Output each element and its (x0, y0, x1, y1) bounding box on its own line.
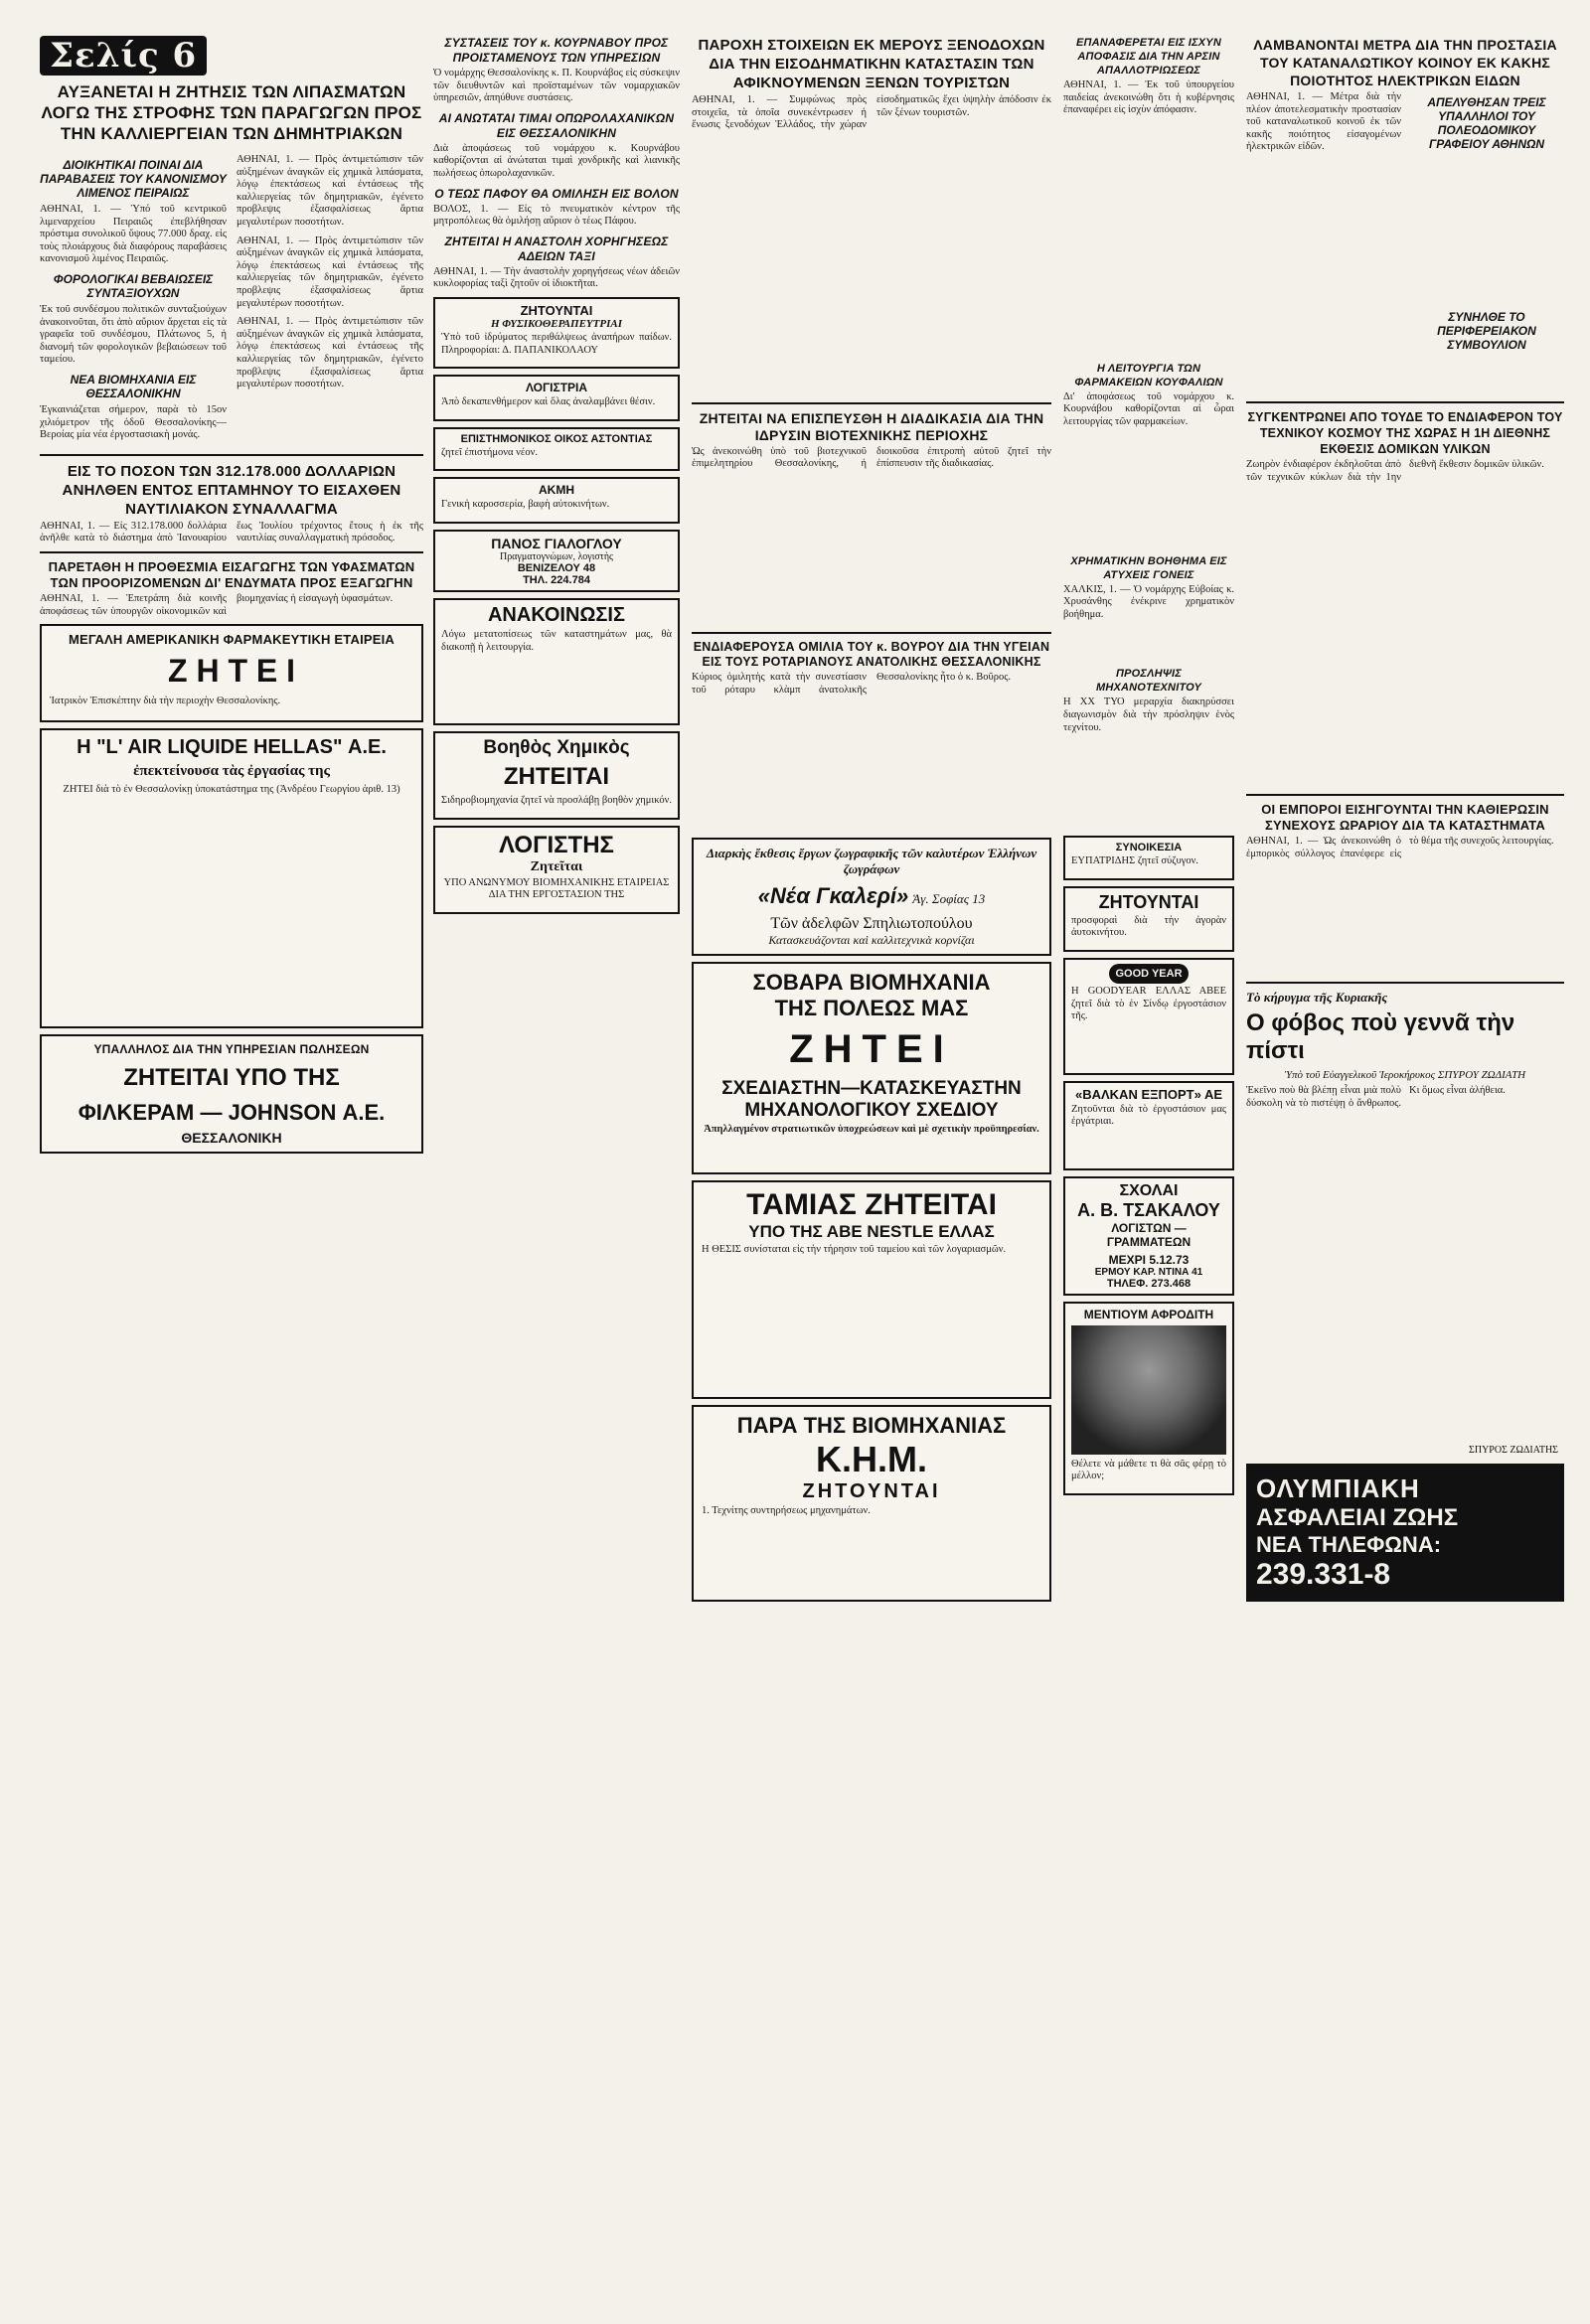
ad-nestle (692, 1180, 1051, 1400)
ad-designer-l3: ΣΧΕΔΙΑΣΤΗΝ—ΚΑΤΑΣΚΕΥΑΣΤΗΝ (721, 1078, 1022, 1100)
article-merchants: ΑΘΗΝΑΙ, 1. — Ὡς ἀνεκοινώθη ὁ ἐμπορικὸς σύλλογος ἐπανέφερε εἰς τὸ θέμα τῆς συνεχοῦς λειτουργίας. (1246, 836, 1554, 859)
ad-gallery (692, 838, 1051, 956)
newspaper-page (40, 36, 1564, 2301)
headline-paphos: Ο ΤΕΩΣ ΠΑΦΟΥ ΘΑ ΟΜΙΛΗΣΗ ΕΙΣ ΒΟΛΟΝ (434, 186, 679, 201)
headline-shipping: ΕΙΣ ΤΟ ΠΟΣΟΝ ΤΩΝ 312.178.000 ΔΟΛΛΑΡΙΩΝ ΑΝΗΛΘΕΝ ΕΝΤΟΣ ΕΠΤΑΜΗΝΟΥ ΤΟ ΕΙΣΑΧΘΕΝ ΝΑΥΤΙΛΙΑΚΟΝ ΣΥΝΑΛΛΑΓΜΑ (62, 462, 401, 518)
ad-goodyear-text: Η GOODYEAR ΕΛΛΑΣ ΑΒΕΕ ζητεῖ διὰ τὸ ἐν Σίνδῳ ἐργοστάσιον τῆς. (1071, 985, 1226, 1022)
ad-designer (692, 962, 1051, 1174)
ad-medium-head: ΜΕΝΤΙΟΥΜ ΑΦΡΟΔΙΤΗ (1083, 1307, 1214, 1321)
ad-khm-text: 1. Τεχνίτης συντηρήσεως μηχανημάτων. (702, 1505, 871, 1517)
ad-gallery-name: «Νέα Γκαλερί» (757, 883, 909, 909)
ad-marriage-head: ΣΥΝΟΙΚΕΣΙΑ (1115, 842, 1183, 854)
ad-gallery-addr: Ἁγ. Σοφίας 13 (912, 891, 986, 907)
ad-marriage-text: ΕΥΠΑΤΡΙΔΗΣ ζητεῖ σύζυγον. (1071, 855, 1199, 867)
sermon-kicker: Τὸ κήρυγμα τῆς Κυριακῆς (1246, 990, 1388, 1006)
ad-gialoglou (433, 530, 680, 592)
ad-khm-big: Κ.Η.Μ. (816, 1439, 927, 1480)
headline-taxi: ΖΗΤΕΙΤΑΙ Η ΑΝΑΣΤΟΛΗ ΧΟΡΗΓΗΣΕΩΣ ΑΔΕΙΩΝ ΤΑΞΙ (444, 233, 669, 263)
ad-air-liquide (40, 728, 423, 1029)
ad-designer-text: Ἀπηλλαγμένον στρατιωτικῶν ὑποχρεώσεων καὶ μὲ σχετικὴν προϋπηρεσίαν. (704, 1124, 1039, 1136)
article-port-penalties: ΑΘΗΝΑΙ, 1. — Ὑπό τοῦ κεντρικοῦ λιμεναρχείου Πειραιῶς ἐπεβλήθησαν πρόστιμα συνολικοῦ ὕψους 77.000 δραχ. εἰς τοὺς πλοιάρχους διὰ διαφόρους παραβάσεις κανονισμοῦ λιμένος Πειραιῶς. (40, 204, 227, 265)
ad-car-text: προσφοραὶ διὰ τὴν ἀγορὰν ἀυτοκινήτου. (1071, 914, 1226, 939)
ad-announcement-text: Λόγω μετατοπίσεως τῶν καταστημάτων μας, θὰ διακοπῇ ἡ λειτουργία. (441, 628, 672, 653)
subhead-dismissed: ΑΠΕΛΥΘΗΣΑΝ ΤΡΕΙΣ ΥΠΑΛΛΗΛΟΙ ΤΟΥ ΠΟΛΕΟΔΟΜΙΚΟΥ ΓΡΑΦΕΙΟΥ ΑΘΗΝΩΝ (1427, 95, 1546, 151)
sermon-signature: ΣΠΥΡΟΣ ΖΩΔΙΑΤΗΣ (1469, 1444, 1558, 1456)
headline-prices: ΑΙ ΑΝΩΤΑΤΑΙ ΤΙΜΑΙ ΟΠΩΡΟΛΑΧΑΝΙΚΩΝ ΕΙΣ ΘΕΣΣΑΛΟΝΙΚΗΝ (438, 110, 675, 140)
sermon-text: Ἐκεῖνο ποὺ θὰ βλέπῃ εἶναι μιὰ πολὺ δύσκολη νὰ τὸ πιστέψῃ ὁ ἄνθρωπος. Κι ὅμως εἶναι ἀλήθεια. (1246, 1085, 1506, 1109)
ad-tsakalou-phone: ΤΗΛΕΦ. 273.468 (1106, 1277, 1192, 1290)
ad-filkeram-big: ΖΗΤΕΙΤΑΙ ΥΠΟ ΤΗΣ (123, 1064, 340, 1092)
subhead-new-industry: ΝΕΑ ΒΙΟΜΗΧΑΝΙΑ ΕΙΣ ΘΕΣΣΑΛΟΝΙΚΗΝ (70, 372, 197, 400)
olympic-l2: ΑΣΦΑΛΕΙΑΙ ΖΩΗΣ (1256, 1503, 1459, 1531)
article-mechanic: Η ΧΧ ΤΥΟ μεραρχία διακηρύσσει διαγωνισμὸν διὰ τὴν πρόσληψιν ἑνὸς τεχνίτου. (1063, 697, 1234, 733)
ad-tsakalou (1063, 1176, 1234, 1296)
ad-pharma-text: Ἰατρικὸν Ἐπισκέπτην διὰ τὴν περιοχὴν Θεσσαλονίκης. (50, 696, 281, 707)
ad-accountant-f-text: Ἀπὸ δεκαπενθήμερον καὶ ὄλας ἀναλαμβάνει θέσιν. (441, 396, 656, 408)
headline-crafts: ΖΗΤΕΙΤΑΙ ΝΑ ΕΠΙΣΠΕΥΣΘΗ Η ΔΙΑΔΙΚΑΣΙΑ ΔΙΑ ΤΗΝ ΙΔΡΥΣΙΝ ΒΙΟΤΕΧΝΙΚΗΣ ΠΕΡΙΟΧΗΣ (699, 409, 1044, 443)
ad-chemist (433, 731, 680, 820)
article-rotary: Κύριος ὁμιλητὴς κατὰ τὴν συνεστίασιν τοῦ ρόταρυ κλὰμπ ἀνατολικῆς Θεσσαλονίκης ἦτο ὁ κ. Βοῦρος. (692, 671, 1012, 696)
headline-building-expo: ΣΥΓΚΕΝΤΡΩΝΕΙ ΑΠΟ ΤΟΥΔΕ ΤΟ ΕΝΔΙΑΦΕΡΟΝ ΤΟΥ ΤΕΧΝΙΚΟΥ ΚΟΣΜΟΥ ΤΗΣ ΧΩΡΑΣ Η 1Η ΔΙΕΘΝΗΣ ΕΚΘΕΣΙΣ ΔΟΜΙΚΩΝ ΥΛΙΚΩΝ (1247, 410, 1563, 456)
olympic-phone: 239.331-8 (1256, 1557, 1391, 1591)
article-fabrics: ΑΘΗΝΑΙ, 1. — Ἐπετράπη διὰ κοινῆς ἀποφάσεως τῶν ὑπουργῶν οἰκονομικῶν καὶ βιομηχανίας ἡ εἰσαγωγὴ ὑφασμάτων. (40, 592, 394, 617)
ad-khm (692, 1405, 1051, 1602)
ad-accountant-f-head: ΛΟΓΙΣΤΡΙΑ (525, 381, 588, 395)
ad-nestle-big: ΤΑΜΙΑΣ ΖΗΤΕΙΤΑΙ (746, 1187, 997, 1221)
ad-gialoglou-name: ΠΑΝΟΣ ΓΙΑΛΟΓΛΟΥ (491, 535, 622, 551)
article-shipping: ΑΘΗΝΑΙ, 1. — Εἰς 312.178.000 δολλάρια ἀνῆλθε κατὰ τὸ διάστημα ἀπὸ Ἰανουαρίου ἕως Ἰουλίου τρέχοντος ἔτους ἡ ἐκ τῆς ναυτιλίας συναλλαγματικὴ πρόσοδος. (40, 520, 423, 544)
ad-balkan-head: «ΒΑΛΚΑΝ ΕΞΠΟΡΤ» ΑΕ (1074, 1086, 1223, 1102)
ad-designer-l4: ΜΗΧΑΝΟΛΟΓΙΚΟΥ ΣΧΕΔΙΟΥ (744, 1100, 999, 1122)
column-1 (40, 36, 423, 2301)
headline-fertilizer: ΑΥΞΑΝΕΤΑΙ Η ΖΗΤΗΣΙΣ ΤΩΝ ΛΙΠΑΣΜΑΤΩΝ ΛΟΓΩ ΤΗΣ ΣΤΡΟΦΗΣ ΤΩΝ ΠΑΡΑΓΩΓΩΝ ΠΡΟΣ ΤΗΝ ΚΑΛΛΙΕΡΓΕΙΑΝ ΤΩΝ ΔΗΜΗΤΡΙΑΚΩΝ (41, 82, 422, 143)
article-kournavos: Ὁ νομάρχης Θεσσαλονίκης κ. Π. Κουρνάβος εἰς σύσκεψιν τῶν διευθυντῶν καὶ προϊσταμένων τῶν νομαρχιακῶν ὑπηρεσιῶν, ἀπηύθυνε συστάσεις. (433, 68, 680, 104)
ad-pharma-big: Ζ Η Τ Ε Ι (168, 653, 295, 690)
article-expropriation: ΑΘΗΝΑΙ, 1. — Ἐκ τοῦ ὑπουργείου παιδείας ἀνεκοινώθη ὅτι ἡ κυβέρνησις ἐπαναφέρει εἰς ἰσχὺν ἀπόφασιν. (1063, 79, 1234, 116)
ad-physio-sub: Η ΦΥΣΙΚΟΘΕΡΑΠΕΥΤΡΙΑΙ (491, 317, 622, 330)
headline-parents: ΧΡΗΜΑΤΙΚΗΝ ΒΟΗΘΗΜΑ ΕΙΣ ΑΤΥΧΕΙΣ ΓΟΝΕΙΣ (1070, 554, 1227, 581)
ad-accountant-f (433, 375, 680, 421)
article-electrical: ΑΘΗΝΑΙ, 1. — Μέτρα διὰ τὴν πλέον ἀποτελεσματικὴν προστασίαν τοῦ καταναλωτικοῦ κοινοῦ ἐκ τῶν κακῆς ποιότητος εἰσαγομένων ἠλεκτρικῶν εἰδῶν. (1246, 91, 1401, 153)
ad-gallery-brothers: Τῶν ἀδελφῶν Σπηλιωτοπούλου (770, 915, 973, 933)
goodyear-logo: GOOD YEAR (1109, 964, 1188, 984)
ad-marriage (1063, 836, 1234, 880)
ad-air-liquide-head: Η "L' AIR LIQUIDE HELLAS" Α.Ε. (77, 735, 387, 758)
ad-car (1063, 886, 1234, 952)
ad-designer-l2: ΤΗΣ ΠΟΛΕΩΣ ΜΑΣ (774, 996, 969, 1021)
subhead-council: ΣΥΝΗΛΘΕ ΤΟ ΠΕΡΙΦΕΡΕΙΑΚΟΝ ΣΥΜΒΟΥΛΙΟΝ (1437, 310, 1536, 352)
olympic-l3: ΝΕΑ ΤΗΛΕΦΩΝΑ: (1256, 1531, 1442, 1557)
headline-kournavos: ΣΥΣΤΑΣΕΙΣ ΤΟΥ κ. ΚΟΥΡΝΑΒΟΥ ΠΡΟΣ ΠΡΟΙΣΤΑΜΕΝΟΥΣ ΤΩΝ ΥΠΗΡΕΣΙΩΝ (444, 36, 669, 65)
ad-accountant-head: ΛΟΓΙΣΤΗΣ (499, 831, 614, 858)
ad-goodyear (1063, 958, 1234, 1075)
ad-akmi-text: Γενικὴ καροσσερία, βαφὴ αὐτοκινήτων. (441, 499, 610, 511)
ad-physio-text: Ὑπὸ τοῦ ἰδρύματος περιθάλψεως ἀναπήρων παίδων. Πληροφορίαι: Δ. ΠΑΠΑΝΙΚΟΛΑΟΥ (441, 331, 672, 356)
ad-olympic (1246, 1464, 1564, 1602)
headline-pharmacies: Η ΛΕΙΤΟΥΡΓΙΑ ΤΩΝ ΦΑΡΜΑΚΕΙΩΝ ΚΟΥΦΑΛΙΩΝ (1074, 362, 1223, 388)
ad-physio-head: ΖΗΤΟΥΝΤΑΙ (520, 302, 593, 318)
ad-dental-head: ΕΠΙΣΤΗΜΟΝΙΚΟΣ ΟΙΚΟΣ ΑΣΤΟΝΤΙΑΣ (460, 432, 653, 445)
ad-chemist-text: Σιδηροβιομηχανία ζητεῖ νὰ προσλάβῃ βοηθὸν χημικόν. (441, 795, 672, 807)
ad-car-head: ΖΗΤΟΥΝΤΑΙ (1098, 891, 1199, 912)
column-2 (433, 36, 680, 2301)
ad-pharma-head: ΜΕΓΑΛΗ ΑΜΕΡΙΚΑΝΙΚΗ ΦΑΡΜΑΚΕΥΤΙΚΗ ΕΤΑΙΡΕΙΑ (68, 632, 396, 648)
ad-akmi (433, 477, 680, 524)
ad-announcement (433, 598, 680, 725)
sermon-byline: Ὑπὸ τοῦ Εὐαγγελικοῦ Ἱεροκήρυκος ΣΠΥΡΟΥ ΖΩΔΙΑΤΗ (1284, 1069, 1526, 1082)
article-fertilizer-cont2: ΑΘΗΝΑΙ, 1. — Πρὸς ἀντιμετώπισιν τῶν αὐξημένων ἀναγκῶν εἰς χημικὰ λιπάσματα, λόγῳ ἐπεκτάσεως καὶ ἐντάσεως τῆς καλλιεργείας τῶν δημητριακῶν, ἐγένετο προβλεψις ἐξασφαλίσεως ἄρτια μεγαλυτέρων ποσοτήτων. (237, 316, 423, 390)
ad-khm-l1: ΠΑΡΑ ΤΗΣ ΒΙΟΜΗΧΑΝΙΑΣ (736, 1413, 1007, 1439)
headline-merchants: ΟΙ ΕΜΠΟΡΟΙ ΕΙΣΗΓΟΥΝΤΑΙ ΤΗΝ ΚΑΘΙΕΡΩΣΙΝ ΣΥΝΕΧΟΥΣ ΩΡΑΡΙΟΥ ΔΙΑ ΤΑ ΚΑΤΑΣΤΗΜΑΤΑ (1261, 802, 1549, 834)
subhead-tax-certificates: ΦΟΡΟΛΟΓΙΚΑΙ ΒΕΒΑΙΩΣΕΙΣ ΣΥΝΤΑΞΙΟΥΧΩΝ (53, 271, 214, 300)
ad-chemist-big: ΖΗΤΕΙΤΑΙ (503, 763, 610, 791)
medium-portrait (1071, 1325, 1226, 1455)
ad-gallery-frames: Κατασκευάζονται καὶ καλλιτεχνικὰ κορνίζαι (768, 933, 975, 948)
ad-filkeram-big2: ΦΙΛΚΕΡΑΜ — JOHNSON Α.Ε. (78, 1100, 386, 1126)
article-paphos: ΒΟΛΟΣ, 1. — Εἰς τὸ πνευματικὸν κέντρον τῆς μητροπόλεως θὰ ὁμιλήσῃ αὔριον ὁ τέως Πάφου. (433, 203, 680, 228)
ad-gialoglou-phone: ΤΗΛ. 224.784 (523, 573, 590, 586)
ad-gallery-line: Διαρκὴς ἔκθεσις ἔργων ζωγραφικῆς τῶν καλυτέρων Ἑλλήνων ζωγράφων (706, 846, 1037, 877)
ad-dental (433, 427, 680, 472)
ad-medium (1063, 1302, 1234, 1495)
ad-gialoglou-addr: ΒΕΝΙΖΕΛΟΥ 48 (517, 561, 596, 574)
ad-tsakalou-big: Α. Β. ΤΣΑΚΑΛΟΥ (1077, 1199, 1220, 1220)
ad-filkeram-city: ΘΕΣΣΑΛΟΝΙΚΗ (181, 1130, 282, 1147)
ad-tsakalou-date: ΜΕΧΡΙ 5.12.73 (1108, 1252, 1190, 1267)
ad-filkeram (40, 1034, 423, 1154)
ad-gialoglou-line: Πραγματογνώμων, λογιστὴς (499, 550, 614, 562)
ad-tsakalou-sub: ΛΟΓΙΣΤΩΝ — ΓΡΑΜΜΑΤΕΩΝ (1106, 1220, 1192, 1249)
ad-balkan (1063, 1081, 1234, 1170)
column-5 (1246, 36, 1564, 2301)
olympic-l1: ΟΛΥΜΠΙΑΚΗ (1256, 1472, 1420, 1503)
headline-expropriation: ΕΠΑΝΑΦΕΡΕΤΑΙ ΕΙΣ ΙΣΧΥΝ ΑΠΟΦΑΣΙΣ ΔΙΑ ΤΗΝ ΑΡΣΙΝ ΑΠΑΛΛΟΤΡΙΩΣΕΩΣ (1076, 37, 1221, 77)
ad-medium-text: Θέλετε νὰ μάθετε τι θὰ σᾶς φέρῃ τὸ μέλλον; (1071, 1458, 1226, 1482)
headline-mechanic: ΠΡΟΣΛΗΨΙΣ ΜΗΧΑΝΟΤΕΧΝΙΤΟΥ (1095, 668, 1202, 695)
article-hoteliers-cont (692, 138, 1051, 396)
headline-hoteliers: ΠΑΡΟΧΗ ΣΤΟΙΧΕΙΩΝ ΕΚ ΜΕΡΟΥΣ ΞΕΝΟΔΟΧΩΝ ΔΙΑ ΤΗΝ ΕΙΣΟΔΗΜΑΤΙΚΗΝ ΚΑΤΑΣΤΑΣΙΝ ΤΩΝ ΑΦΙΚΝΟΥΜΕΝΩΝ ΞΕΝΩΝ ΤΟΥΡΙΣΤΩΝ (698, 37, 1045, 91)
headline-electrical: ΛΑΜΒΑΝΟΝΤΑΙ ΜΕΤΡΑ ΔΙΑ ΤΗΝ ΠΡΟΣΤΑΣΙΑ ΤΟΥ ΚΑΤΑΝΑΛΩΤΙΚΟΥ ΚΟΙΝΟΥ ΕΚ ΚΑΚΗΣ ΠΟΙΟΤΗΤΟΣ ΗΛΕΚΤΡΙΚΩΝ ΕΙΔΩΝ (1253, 37, 1557, 88)
article-parents: ΧΑΛΚΙΣ, 1. — Ὁ νομάρχης Εὐβοίας κ. Χρυσάνθης ἐνέκρινε χρηματικὸν βοήθημα. (1063, 583, 1234, 620)
ad-air-liquide-sub: ἐπεκτείνουσα τὰς ἐργασίας της (133, 762, 330, 779)
ad-air-liquide-text: ΖΗΤΕΙ διὰ τὸ ἐν Θεσσαλονίκῃ ὑποκατάστημα της (Ἀνδρέου Γεωργίου ἀριθ. 13) (63, 783, 400, 795)
ad-accountant-sub: Ζητεῖται (530, 858, 583, 874)
article-building-expo: Ζωηρὸν ἐνδιαφέρον ἐκδηλοῦται ἀπὸ τῶν τεχνικῶν κύκλων διὰ τὴν 1ην διεθνῆ ἔκθεσιν δομικῶν ὑλικῶν. (1246, 459, 1544, 483)
ad-nestle-text: Η ΘΕΣΙΣ συνίσταται εἰς τὴν τήρησιν τοῦ ταμείου καὶ τῶν λογαριασμῶν. (702, 1243, 1007, 1255)
ad-pharma (40, 624, 423, 722)
ad-nestle-sub: ΥΠΟ ΤΗΣ ΑΒΕ NESTLE ΕΛΛΑΣ (748, 1221, 995, 1241)
sermon-title: Ο φόβος ποὺ γεννᾶ τὴν πίστι (1246, 1009, 1515, 1065)
ad-tsakalou-addr: ΕΡΜΟΥ ΚΑΡ. ΝΤΙΝΑ 41 (1094, 1266, 1203, 1278)
ad-physio (433, 297, 680, 369)
headline-rotary: ΕΝΔΙΑΦΕΡΟΥΣΑ ΟΜΙΛΙΑ ΤΟΥ κ. ΒΟΥΡΟΥ ΔΙΑ ΤΗΝ ΥΓΕΙΑΝ ΕΙΣ ΤΟΥΣ ΡΟΤΑΡΙΑΝΟΥΣ ΑΝΑΤΟΛΙΚΗΣ ΘΕΣΣΑΛΟΝΙΚΗΣ (693, 639, 1050, 669)
headline-fabrics: ΠΑΡΕΤΑΘΗ Η ΠΡΟΘΕΣΜΙΑ ΕΙΣΑΓΩΓΗΣ ΤΩΝ ΥΦΑΣΜΑΤΩΝ ΤΩΝ ΠΡΟΟΡΙΖΟΜΕΝΩΝ ΔΙ' ΕΝΔΥΜΑΤΑ ΠΡΟΣ ΕΞΑΓΩΓΗΝ (48, 558, 415, 590)
column-4 (1063, 36, 1234, 2301)
column-3 (692, 36, 1051, 2301)
article-prices: Διὰ ἀποφάσεως τοῦ νομάρχου κ. Κουρνάβου καθορίζονται αἱ ἀνώταται τιμαὶ χονδρικῆς καὶ λιανικῆς πωλήσεως ὀπωρολαχανικῶν. (433, 142, 680, 179)
article-hoteliers: ΑΘΗΝΑΙ, 1. — Συμφώνως πρὸς στοιχεῖα, τὰ ὁποῖα συνεκέντρωσεν ἡ ἕνωσις ξενοδόχων Ἑλλάδος, τὴν χώραν εἰσοδηματικῶς ἔχει ὑψηλὴν ἀπόδοσιν ἐκ τῶν ξένων τουριστῶν. (692, 94, 1051, 131)
ad-accountant-text: ΥΠΟ ΑΝΩΝΥΜΟΥ ΒΙΟΜΗΧΑΝΙΚΗΣ ΕΤΑΙΡΕΙΑΣ ΔΙΑ ΤΗΝ ΕΡΓΟΣΤΑΣΙΟΝ ΤΗΣ (443, 876, 670, 901)
article-pharmacies: Δι' ἀποφάσεως τοῦ νομάρχου κ. Κουρνάβου καθορίζονται αἱ ὧραι λειτουργίας τῶν φαρμακείων. (1063, 390, 1234, 427)
masthead-logo: Σελίς 6 (40, 36, 207, 76)
article-taxi: ΑΘΗΝΑΙ, 1. — Τὴν ἀναστολὴν χορηγήσεως νέων ἀδειῶν κυκλοφορίας ταξὶ ζητοῦν οἱ ἰδιοκτῆται. (433, 265, 680, 290)
article-tax-certificates: Ἐκ τοῦ συνδέσμου πολιτικῶν συνταξιούχων ἀνακοινοῦται, ὅτι ἀπὸ αὔριον ἄρχεται εἰς τὰ γραφεῖα τοῦ συνδέσμου, Πλάτωνος 5, ἡ διανομή τῶν φορολογικῶν βεβαιώσεων τοῦ ταμείου. (40, 303, 227, 366)
ad-chemist-head: Βοηθὸς Χημικὸς (483, 737, 630, 759)
ad-dental-text: ζητεῖ ἐπιστήμονα νέον. (441, 446, 538, 458)
ad-accountant (433, 826, 680, 914)
ad-akmi-head: ΑΚΜΗ (539, 483, 574, 498)
ad-balkan-text: Ζητοῦνται διὰ τὸ ἐργοστάσιον μας ἐργάτριαι. (1071, 1103, 1226, 1128)
subhead-port-penalties: ΔΙΟΙΚΗΤΙΚΑΙ ΠΟΙΝΑΙ ΔΙΑ ΠΑΡΑΒΑΣΕΙΣ ΤΟΥ ΚΑΝΟΝΙΣΜΟΥ ΛΙΜΕΝΟΣ ΠΕΙΡΑΙΩΣ (40, 158, 227, 200)
article-new-industry: Ἐγκαινιάζεται σήμερον, παρὰ τὸ 15ον χιλιόμετρον τῆς ὁδοῦ Θεσσαλονίκης—Βεροίας μία νέα ἐργοστασιακὴ μονάς. (40, 403, 227, 441)
ad-announcement-head: ΑΝΑΚΟΙΝΩΣΙΣ (487, 603, 625, 626)
article-fertilizer: ΑΘΗΝΑΙ, 1. — Πρὸς ἀντιμετώπισιν τῶν αὐξημένων ἀναγκῶν εἰς χημικὰ λιπάσματα, λόγῳ ἐπεκτάσεως καὶ ἐντάσεως τῆς καλλιεργείας τῶν δημητριακῶν, ἐγένετο προβλεψις ἐξασφαλίσεως ἄρτια μεγαλυτέρων ποσοτήτων. (237, 154, 423, 228)
ad-khm-l2: ΖΗΤΟΥΝΤΑΙ (802, 1480, 941, 1503)
ad-designer-big: ΖΗΤΕΙ (789, 1027, 954, 1072)
ad-designer-l1: ΣΟΒΑΡΑ ΒΙΟΜΗΧΑΝΙΑ (752, 970, 991, 996)
article-fertilizer-cont: ΑΘΗΝΑΙ, 1. — Πρὸς ἀντιμετώπισιν τῶν αὐξημένων ἀναγκῶν εἰς χημικὰ λιπάσματα, λόγῳ ἐπεκτάσεως καὶ ἐντάσεως τῆς καλλιεργείας τῶν δημητριακῶν, ἐγένετο προβλεψις ἐξασφαλίσεως ἄρτια μεγαλυτέρων ποσοτήτων. (237, 234, 423, 309)
ad-filkeram-head: ΥΠΑΛΛΗΛΟΣ ΔΙΑ ΤΗΝ ΥΠΗΡΕΣΙΑΝ ΠΩΛΗΣΕΩΝ (93, 1042, 370, 1057)
ad-tsakalou-head: ΣΧΟΛΑΙ (1119, 1181, 1179, 1199)
article-crafts: Ὡς ἀνεκοινώθη ὑπὸ τοῦ βιοτεχνικοῦ ἐπιμελητηρίου Θεσσαλονίκης, ἡ διοικοῦσα ἐπιτροπὴ αὐτοῦ ζητεῖ τὴν ἐπίσπευσιν τῆς διαδικασίας. (692, 445, 1051, 470)
